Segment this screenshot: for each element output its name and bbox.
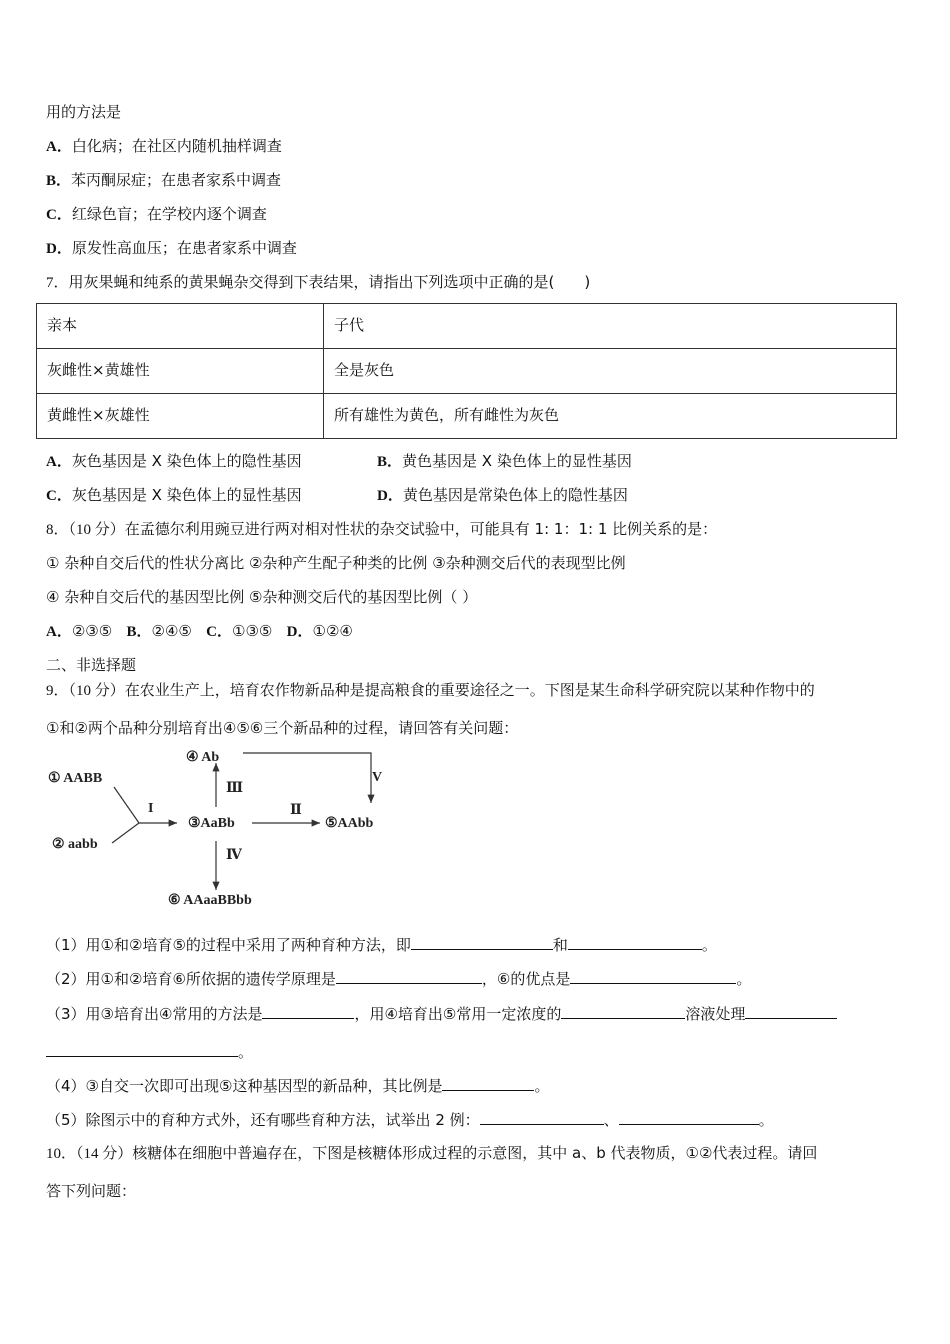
- sub-text: 。: [238, 1043, 254, 1061]
- option-letter: C．: [206, 624, 233, 640]
- q6-option-b: [46, 170, 281, 191]
- table-row: [37, 349, 897, 394]
- option-letter: A．: [46, 454, 72, 470]
- process-label-5: V: [372, 770, 383, 785]
- option-text: 灰色基因是 X 染色体上的隐性基因: [71, 452, 302, 470]
- sub-text: 。: [758, 1111, 774, 1129]
- sub-text: （5）除图示中的育种方式外，还有哪些育种方法，试举出 2 例：: [46, 1111, 480, 1129]
- q9-sub-5: [46, 1109, 774, 1130]
- option-text: ①③⑤: [232, 622, 273, 640]
- option-letter: A．: [46, 139, 72, 155]
- q6-option-c: [46, 204, 267, 225]
- q7-option-d: [377, 485, 628, 506]
- sub-text: ，⑥的优点是: [481, 970, 571, 988]
- answer-blank[interactable]: [745, 1003, 837, 1019]
- answer-blank[interactable]: [480, 1109, 604, 1125]
- answer-blank[interactable]: [568, 934, 702, 950]
- process-label-1: I: [148, 801, 154, 816]
- q6-option-a: [46, 136, 282, 157]
- section-title: 二、非选择题: [46, 656, 137, 674]
- option-letter: B．: [46, 173, 72, 189]
- answer-blank[interactable]: [262, 1003, 354, 1019]
- table-cell: 全是灰色: [324, 349, 897, 394]
- option-text: 黄色基因是 X 染色体上的显性基因: [402, 452, 632, 470]
- option-letter: A．: [46, 624, 72, 640]
- q8-stem: [46, 519, 717, 540]
- option-text: ②④⑤: [151, 622, 192, 640]
- question-number: 10．: [46, 1146, 77, 1162]
- q9-sub-3: [46, 1003, 837, 1024]
- q7-option-a: [46, 451, 302, 472]
- q10-stem-2: 答下列问题：: [46, 1182, 137, 1200]
- q8-options: [46, 621, 353, 642]
- question-number: 9．: [46, 683, 69, 699]
- option-text: 白化病；在社区内随机抽样调查: [71, 137, 282, 155]
- sub-text: 、: [603, 1111, 619, 1129]
- q10-stem-1: [46, 1143, 817, 1164]
- answer-blank[interactable]: [570, 968, 736, 984]
- option-text: 红绿色盲；在学校内逐个调查: [71, 205, 267, 223]
- q9-stem-1: [46, 680, 815, 701]
- answer-blank[interactable]: [442, 1075, 534, 1091]
- q7-table: [36, 303, 897, 439]
- sub-text: 。: [736, 970, 752, 988]
- breeding-diagram: [40, 745, 400, 915]
- option-text: 原发性高血压；在患者家系中调查: [71, 239, 297, 257]
- q6-stem-tail: 用的方法是: [46, 103, 122, 121]
- question-score: （10 分）: [68, 522, 125, 538]
- option-text: 苯丙酮尿症；在患者家系中调查: [71, 171, 282, 189]
- table-row: [37, 394, 897, 439]
- sub-text: （1）用①和②培育⑤的过程中采用了两种育种方法，即: [46, 936, 411, 954]
- option-text: ②③⑤: [71, 622, 113, 640]
- question-text: 在孟德尔利用豌豆进行两对相对性状的杂交试验中，可能具有 1: 1：1: 1 比例关系的是：: [124, 520, 718, 538]
- process-label-4: Ⅳ: [226, 848, 242, 863]
- node-5: ⑤AAbb: [325, 816, 374, 831]
- q9-sub-2: [46, 968, 751, 989]
- question-score: （10 分）: [68, 683, 125, 699]
- sub-text: （4）③自交一次即可出现⑤这种基因型的新品种，其比例是: [46, 1077, 443, 1095]
- q6-option-d: [46, 238, 297, 259]
- q9-sub-3-cont: [46, 1041, 253, 1062]
- question-score: （14 分）: [76, 1146, 133, 1162]
- q7-option-c: [46, 485, 302, 506]
- sub-text: 溶液处理: [685, 1005, 746, 1023]
- question-number: 8．: [46, 522, 69, 538]
- sub-text: 。: [534, 1077, 550, 1095]
- answer-blank[interactable]: [619, 1109, 759, 1125]
- option-text: ①②④: [312, 622, 353, 640]
- answer-blank[interactable]: [336, 968, 482, 984]
- option-letter: B．: [377, 454, 403, 470]
- q9-sub-1: [46, 934, 717, 955]
- option-letter: C．: [46, 207, 72, 223]
- sub-text: 和: [552, 936, 568, 954]
- node-1: ① AABB: [48, 771, 103, 786]
- table-header-row: [37, 304, 897, 349]
- sub-text: （3）用③培育出④常用的方法是: [46, 1005, 263, 1023]
- q7-option-b: [377, 451, 632, 472]
- table-cell: 所有雄性为黄色，所有雌性为灰色: [324, 394, 897, 439]
- node-2: ② aabb: [52, 837, 98, 852]
- option-letter: B．: [126, 624, 152, 640]
- sub-text: ，用④培育出⑤常用一定浓度的: [354, 1005, 562, 1023]
- node-4: ④ Ab: [186, 750, 220, 765]
- option-letter: C．: [46, 488, 72, 504]
- process-label-3: Ⅲ: [226, 781, 244, 796]
- answer-blank[interactable]: [561, 1003, 685, 1019]
- question-text: 用灰果蝇和纯系的黄果蝇杂交得到下表结果，请指出下列选项中正确的是( ): [68, 273, 591, 291]
- q9-stem-2: ①和②两个品种分别培育出④⑤⑥三个新品种的过程，请回答有关问题：: [46, 719, 519, 737]
- sub-text: 。: [701, 936, 717, 954]
- q7-stem: [46, 272, 590, 293]
- table-header-cell: 子代: [324, 304, 897, 349]
- table-cell: 灰雌性×黄雄性: [37, 349, 324, 394]
- answer-blank[interactable]: [411, 934, 553, 950]
- sub-text: （2）用①和②培育⑥所依据的遗传学原理是: [46, 970, 336, 988]
- question-text: 在农业生产上，培育农作物新品种是提高粮食的重要途径之一。下图是某生命科学研究院以某种作物中的: [124, 681, 815, 699]
- table-header-cell: 亲本: [37, 304, 324, 349]
- question-text: 核糖体在细胞中普遍存在，下图是核糖体形成过程的示意图，其中 a、b 代表物质，①②代表过程。请回: [132, 1144, 818, 1162]
- option-letter: D．: [46, 241, 72, 257]
- process-label-2: Ⅱ: [290, 803, 302, 818]
- answer-blank[interactable]: [46, 1041, 238, 1057]
- option-text: 黄色基因是常染色体上的隐性基因: [402, 486, 628, 504]
- q9-sub-4: [46, 1075, 549, 1096]
- q8-statements-1: ① 杂种自交后代的性状分离比 ②杂种产生配子种类的比例 ③杂种测交后代的表现型比例: [46, 554, 626, 572]
- node-3: ③AaBb: [188, 816, 235, 831]
- table-cell: 黄雌性×灰雄性: [37, 394, 324, 439]
- option-letter: D．: [377, 488, 403, 504]
- option-letter: D．: [286, 624, 313, 640]
- q8-statements-2: ④ 杂种自交后代的基因型比例 ⑤杂种测交后代的基因型比例（ ）: [46, 588, 478, 606]
- option-text: 灰色基因是 X 染色体上的显性基因: [71, 486, 302, 504]
- node-6: ⑥ AAaaBBbb: [168, 893, 252, 908]
- question-number: 7．: [46, 275, 69, 291]
